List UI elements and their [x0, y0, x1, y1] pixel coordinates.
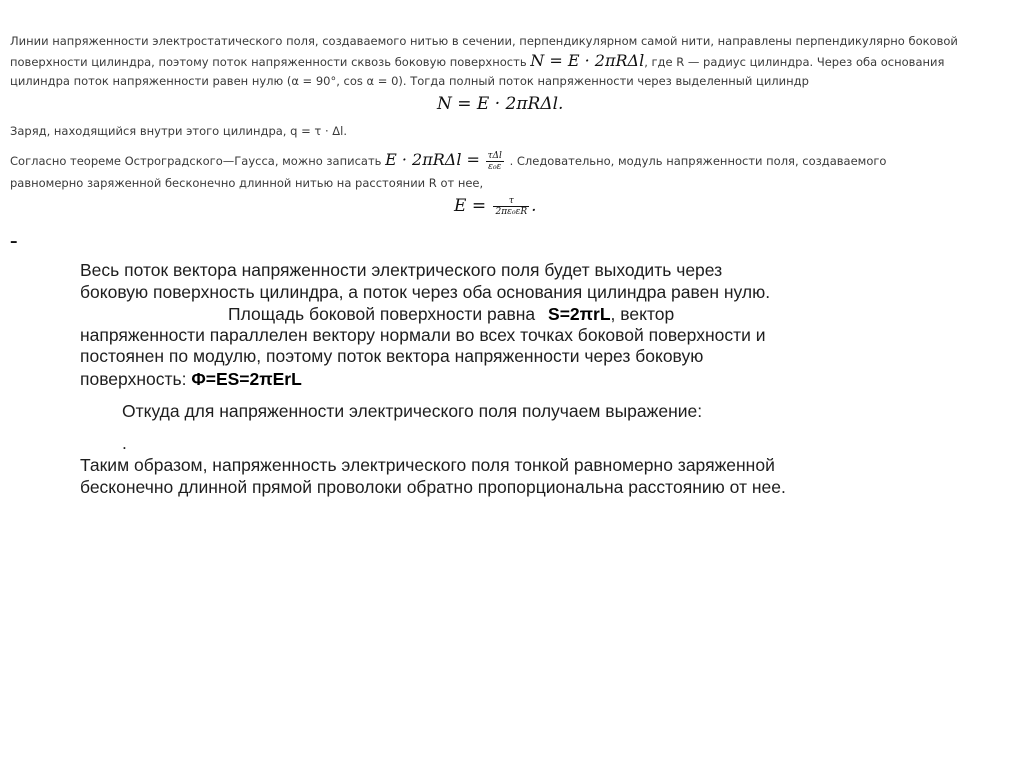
- formula: E · 2πRΔl =: [385, 150, 480, 169]
- text-fragment: поверхности цилиндра, поэтому поток напряженности сквозь боковую поверхность: [10, 55, 527, 69]
- text-line: цилиндра поток напряженности равен нулю (α = 90°, cos α = 0). Тогда полный поток напряженности через выделенный цилиндр: [10, 74, 809, 88]
- equation-lhs: E =: [454, 196, 487, 216]
- formula: N = E · 2πRΔl: [530, 51, 645, 70]
- text-fragment: поверхность:: [80, 369, 187, 389]
- equation-end: .: [531, 196, 537, 216]
- fraction: [486, 151, 504, 172]
- formula-area: S=2πrL: [548, 304, 611, 324]
- body-line: Весь поток вектора напряженности электрического поля будет выходить через: [80, 260, 723, 280]
- body-line: Таким образом, напряженность электрического поля тонкой равномерно заряженной: [80, 455, 775, 475]
- fraction: [493, 196, 529, 217]
- fraction-numerator: τ: [493, 196, 529, 207]
- equation: [454, 196, 537, 217]
- text-fragment: Площадь боковой поверхности равна: [228, 304, 536, 324]
- body-line: напряженности параллелен вектору нормали во всех точках боковой поверхности и: [80, 325, 766, 345]
- formula-flux: Φ=ES=2πErL: [191, 369, 302, 389]
- body-line: Откуда для напряженности электрического поля получаем выражение:: [122, 401, 703, 421]
- body-line: бесконечно длинной прямой проволоки обратно пропорциональна расстоянию от нее.: [80, 477, 786, 497]
- body-line: [80, 369, 302, 390]
- fraction-denominator: ε₀ε: [488, 162, 502, 172]
- fraction-denominator: 2πε₀εR: [495, 207, 528, 217]
- body-line: .: [122, 433, 127, 453]
- body-line: постоянен по модулю, поэтому поток вектора напряженности через боковую: [80, 346, 704, 366]
- dash-marker: –: [10, 232, 18, 250]
- text-line: Заряд, находящийся внутри этого цилиндра, q = τ · Δl.: [10, 124, 347, 138]
- body-line: [228, 304, 674, 325]
- text-fragment: Согласно теореме Остроградского—Гаусса, можно записать: [10, 154, 382, 168]
- text-line: Линии напряженности электростатического поля, создаваемого нитью в сечении, перпендикулярном самой нити, направлены перпендикулярно боковой: [10, 34, 958, 48]
- text-fragment: . Следовательно, модуль напряженности поля, создаваемого: [509, 154, 887, 168]
- text-line: равномерно заряженной бесконечно длинной нитью на расстоянии R от нее,: [10, 176, 484, 190]
- text-fragment: , где R — радиус цилиндра. Через оба основания: [644, 55, 945, 69]
- equation: N = E · 2πRΔl.: [437, 94, 564, 114]
- fraction-numerator: τΔl: [487, 151, 502, 161]
- body-line: боковую поверхность цилиндра, а поток через оба основания цилиндра равен нулю.: [80, 282, 771, 302]
- text-line: [10, 149, 1010, 172]
- text-fragment: , вектор: [610, 304, 675, 324]
